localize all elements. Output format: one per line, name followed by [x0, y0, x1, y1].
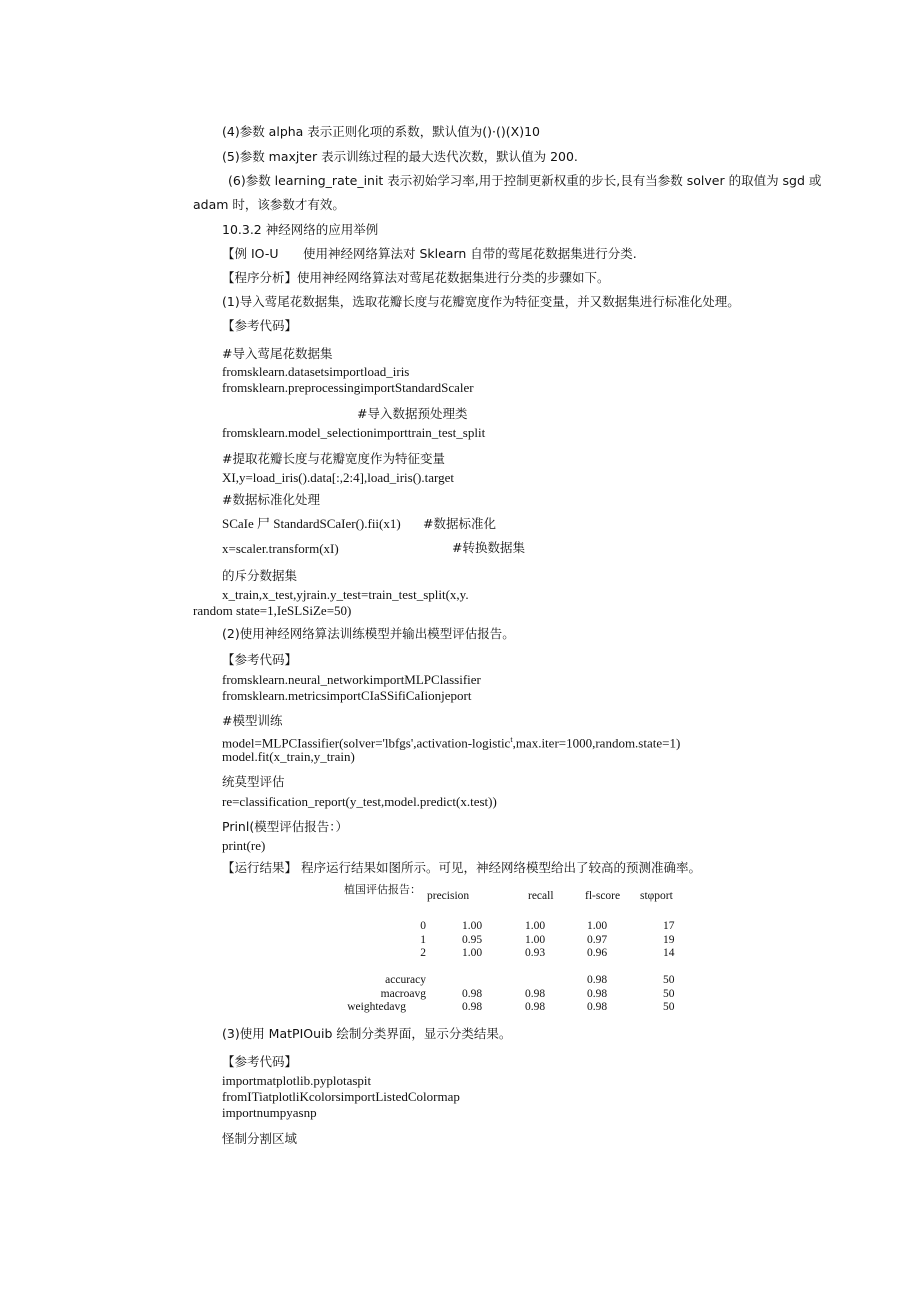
code-mark: t: [510, 735, 513, 744]
report-summary-name: macroavg: [380, 988, 426, 1000]
report-cell: 0.96: [587, 947, 608, 959]
report-cell: 1.00: [462, 920, 483, 932]
report-header: fl-score: [585, 890, 621, 902]
code-line: fromsklearn.metricsimportCIaSSifiCaIionjeport: [222, 688, 472, 703]
param-learning-rate-text-cont: adam 时，该参数才有效。: [193, 197, 345, 212]
code-line: print(re): [222, 838, 266, 853]
reference-code-label-1: 【参考代码】: [222, 318, 298, 333]
code-line: fromsklearn.preprocessingimportStandardScaler: [222, 380, 474, 395]
param-maxiter-text: (5)参数 maxjter 表示训练过程的最大迭代次数，默认值为 200.: [222, 149, 578, 164]
code-comment: #数据标准化: [423, 516, 496, 531]
report-row-name: 0: [420, 920, 426, 932]
report-cell: 0.98: [587, 974, 608, 986]
report-cell: 50: [663, 1001, 675, 1013]
report-cell: 1.00: [525, 934, 546, 946]
report-summary-name: weightedavg: [347, 1001, 406, 1013]
run-result: 【运行结果】 程序运行结果如图所示。可见，神经网络模型给出了较高的预测准确率。: [222, 860, 701, 875]
report-cell: 0.98: [587, 988, 608, 1000]
code-line: importnumpyasnp: [222, 1105, 317, 1120]
code-comment-preprocess: #导入数据预处理类: [357, 406, 468, 421]
code-line: model.fit(x_train,y_train): [222, 749, 355, 764]
report-cell: 0.97: [587, 934, 608, 946]
param-learning-rate-text: (6)参数 learning_rate_init 表示初始学习率,用于控制更新权重的步长,艮有当参数 solver 的取值为 sgd 或: [228, 173, 822, 188]
code-line: x_train,x_test,yjrain.y_test=train_test_split(x,y.: [222, 587, 469, 602]
code-comment-features: #提取花瓣长度与花瓣宽度作为特征变量: [222, 451, 445, 466]
report-cell: 0.95: [462, 934, 483, 946]
report-cell: 50: [663, 988, 675, 1000]
code-comment-standardize: #数据标准化处理: [222, 492, 320, 507]
report-cell: 50: [663, 974, 675, 986]
report-cell: 0.98: [525, 988, 546, 1000]
code-comment-eval: 统莫型评估: [222, 774, 285, 789]
report-cell: 0.98: [462, 988, 483, 1000]
report-cell: 0.93: [525, 947, 546, 959]
report-label: 植国评估报告：: [344, 883, 421, 896]
code-comment-train: #模型训练: [222, 713, 283, 728]
step1-title: (1)导入莺尾花数据集，选取花瓣长度与花瓣宽度作为特征变量，并又数据集进行标准化处理。: [222, 294, 740, 309]
code-comment: #转换数据集: [452, 540, 525, 555]
report-summary-name: accuracy: [385, 974, 426, 986]
code-line: importmatplotlib.pyplotaspit: [222, 1073, 372, 1088]
section-heading: 10.3.2 神经网络的应用举例: [222, 222, 379, 237]
code-line-print-label: Prinl(模型评估报告：）: [222, 819, 348, 834]
code-line: fromsklearn.neural_networkimportMLPClassifier: [222, 672, 481, 687]
code-text: ,max.iter=1000,random.state=1): [512, 735, 681, 751]
report-cell: 0.98: [462, 1001, 483, 1013]
code-line: re=classification_report(y_test,model.predict(x.test)): [222, 794, 497, 809]
code-line: SCaIe 尸 StandardSCaIer().fii(x1): [222, 516, 401, 531]
code-line: fromsklearn.datasetsimportload_iris: [222, 364, 410, 379]
code-comment-region: 怪制分割区域: [222, 1131, 298, 1146]
report-header: precision: [427, 890, 470, 902]
code-line: fromsklearn.model_selectionimporttrain_test_split: [222, 425, 486, 440]
report-cell: 19: [663, 934, 675, 946]
step3-title: (3)使用 MatPIOuib 绘制分类界面，显示分类结果。: [222, 1026, 512, 1041]
report-cell: 1.00: [587, 920, 608, 932]
step2-title: (2)使用神经网络算法训练模型并输出模型评估报告。: [222, 626, 515, 641]
code-line: XI,y=load_iris().data[:,2:4],load_iris().target: [222, 470, 454, 485]
report-cell: 14: [663, 947, 675, 959]
report-header: recall: [528, 890, 554, 902]
example-label: 【例 IO-U: [222, 246, 279, 261]
reference-code-label-3: 【参考代码】: [222, 1054, 298, 1069]
report-row-name: 2: [420, 947, 426, 959]
report-cell: 0.98: [525, 1001, 546, 1013]
param-alpha-text: (4)参数 alpha 表示正则化项的系数，默认值为()·()(X)10: [222, 124, 541, 139]
code-line: fromITiatplotliKcolorsimportListedColormap: [222, 1089, 460, 1104]
report-cell: 17: [663, 920, 675, 932]
program-analysis: 【程序分析】使用神经网络算法对莺尾花数据集进行分类的步骤如下。: [222, 270, 610, 285]
report-cell: 0.98: [587, 1001, 608, 1013]
reference-code-label-2: 【参考代码】: [222, 652, 298, 667]
report-cell: 1.00: [462, 947, 483, 959]
code-line: random state=1,IeSLSiZe=50): [193, 603, 352, 618]
code-text: model=MLPCIassifier(solver='lbfgs',activation-logistic: [222, 735, 511, 751]
code-comment-split: 的斥分数据集: [222, 568, 298, 583]
code-comment-import-iris: #导入莺尾花数据集: [222, 346, 333, 361]
report-header: stφport: [640, 890, 673, 902]
code-line: x=scaler.transform(xI): [222, 541, 339, 556]
example-text: 使用神经网络算法对 Sklearn 自带的莺尾花数据集进行分类.: [303, 246, 637, 261]
report-cell: 1.00: [525, 920, 546, 932]
report-row-name: 1: [420, 934, 426, 946]
